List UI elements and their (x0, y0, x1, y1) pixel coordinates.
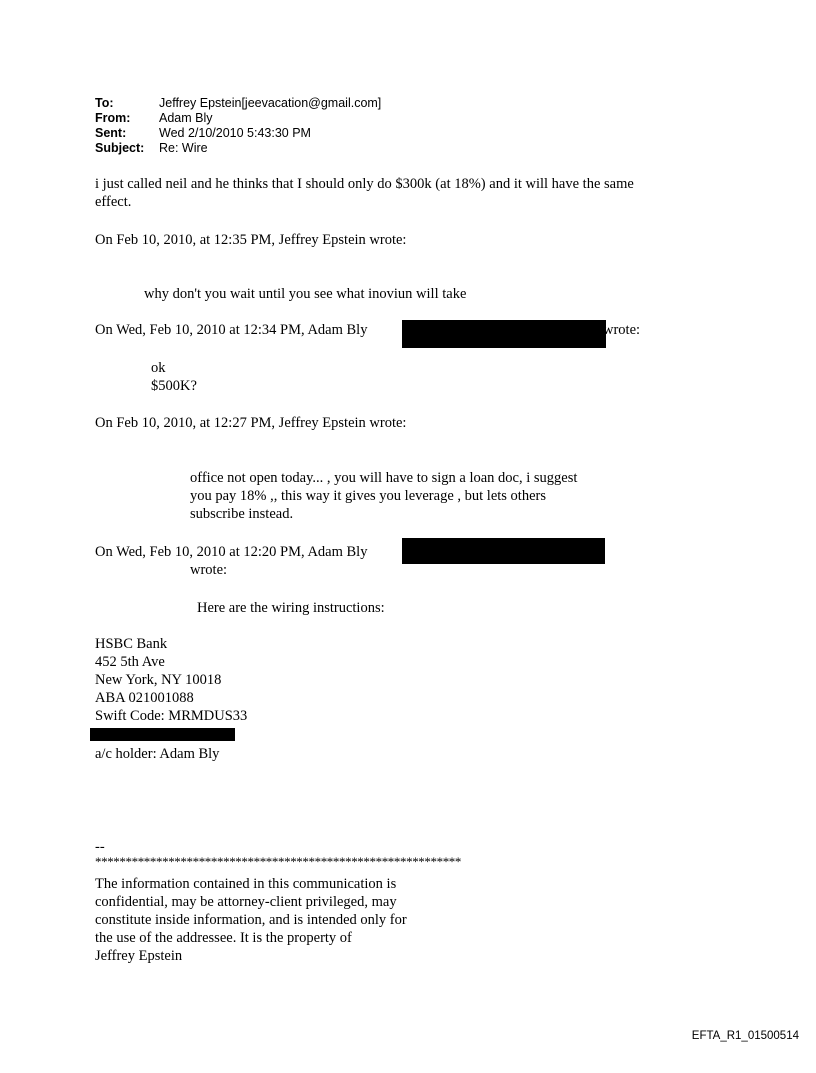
message-line-2: effect. (95, 194, 132, 210)
signature-dashes: -- (95, 839, 105, 855)
quote2-line1: ok (151, 360, 166, 376)
to-value: Jeffrey Epstein[jeevacation@gmail.com] (159, 96, 382, 110)
quote1-intro: On Feb 10, 2010, at 12:35 PM, Jeffrey Epstein wrote: (95, 232, 407, 248)
quote3-line3: subscribe instead. (190, 506, 294, 522)
disclaimer-line-4: the use of the addressee. It is the property of (95, 930, 352, 946)
disclaimer-line-1: The information contained in this communication is (95, 876, 397, 892)
quote3-intro: On Feb 10, 2010, at 12:27 PM, Jeffrey Epstein wrote: (95, 415, 407, 431)
wire-holder: a/c holder: Adam Bly (95, 746, 220, 762)
subject-row (95, 141, 495, 156)
wire-city: New York, NY 10018 (95, 672, 222, 688)
email-header (95, 96, 495, 158)
from-label: From: (95, 111, 131, 125)
wire-swift: Swift Code: MRMDUS33 (95, 708, 248, 724)
message-line-1: i just called neil and he thinks that I should only do $300k (at 18%) and it will have the same (95, 176, 634, 192)
from-row (95, 111, 495, 126)
to-label: To: (95, 96, 114, 110)
signature-stars: ************************************************************ (95, 854, 462, 869)
redaction-box (402, 538, 605, 564)
quote2-intro: On Wed, Feb 10, 2010 at 12:34 PM, Adam Bly (95, 322, 368, 338)
subject-label: Subject: (95, 141, 145, 155)
wire-bank: HSBC Bank (95, 636, 168, 652)
wire-street: 452 5th Ave (95, 654, 165, 670)
redaction-box (402, 320, 606, 348)
subject-value: Re: Wire (159, 141, 208, 155)
to-row (95, 96, 495, 111)
disclaimer-line-3: constitute inside information, and is intended only for (95, 912, 407, 928)
redaction-box (90, 728, 235, 741)
from-value: Adam Bly (159, 111, 213, 125)
quote3-line2: you pay 18% ,, this way it gives you leverage , but lets others (190, 488, 546, 504)
quote4-intro: On Wed, Feb 10, 2010 at 12:20 PM, Adam Bly (95, 544, 368, 560)
quote4-wrote: wrote: (190, 562, 228, 578)
quote2-line2: $500K? (151, 378, 197, 394)
quote1-text: why don't you wait until you see what inoviun will take (144, 286, 467, 302)
quote3-line1: office not open today... , you will have to sign a loan doc, i suggest (190, 470, 578, 486)
document-id: EFTA_R1_01500514 (691, 1030, 799, 1042)
quote2-wrote: wrote: (603, 322, 641, 338)
wire-aba: ABA 021001088 (95, 690, 194, 706)
quote4-text: Here are the wiring instructions: (197, 600, 385, 616)
sent-value: Wed 2/10/2010 5:43:30 PM (159, 126, 311, 140)
sent-label: Sent: (95, 126, 127, 140)
sent-row (95, 126, 495, 141)
disclaimer-line-5: Jeffrey Epstein (95, 948, 183, 964)
disclaimer-line-2: confidential, may be attorney-client privileged, may (95, 894, 397, 910)
